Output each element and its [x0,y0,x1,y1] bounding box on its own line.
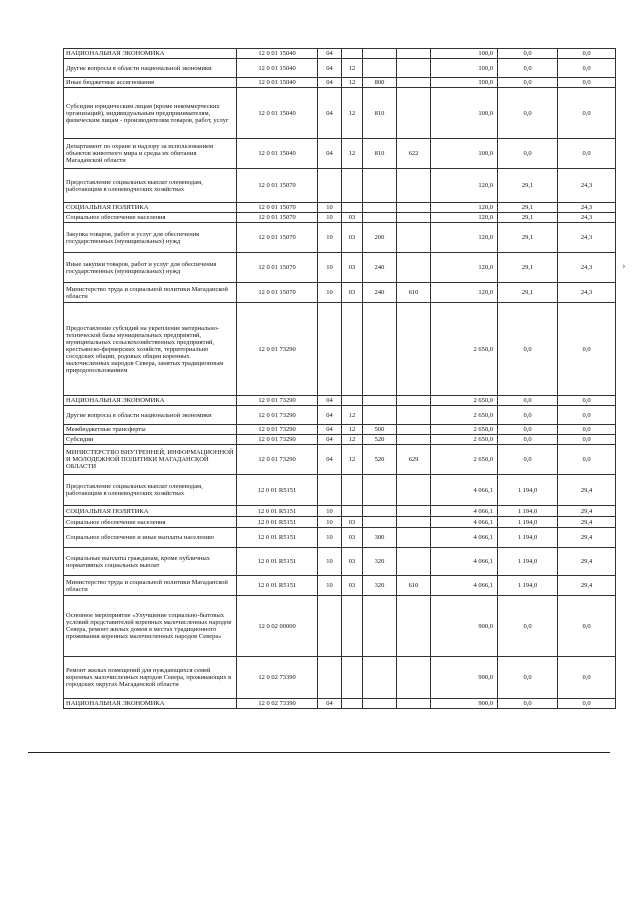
amount-executed-cell: 0,0 [498,139,558,169]
amount-planned-cell: 100,0 [431,139,498,169]
expense-type-code-cell: 810 [363,88,397,139]
amount-planned-cell: 4 066,1 [431,475,498,506]
department-code-cell [397,475,431,506]
department-code-cell [397,49,431,59]
row-name-cell: Иные закупки товаров, работ и услуг для обеспечения государственных (муниципальных) нужд [64,253,237,283]
amount-executed-cell: 0,0 [498,303,558,396]
budget-table [63,48,616,709]
table-row [64,517,616,528]
department-code-cell: 610 [397,283,431,303]
row-name-cell: Основное мероприятие «Улучшение социально-бытовых условий представителей коренных малочисленных народов Севера, ремонт жилых домов в местах традиционного проживания коренных малочисленных народов Севера» [64,596,237,657]
expense-type-code-cell [363,49,397,59]
expense-type-code-cell [363,475,397,506]
amount-executed-cell: 29,1 [498,223,558,253]
table-row [64,528,616,548]
row-name-cell: Предоставление субсидий на укрепление материально-технической базы муниципальных предприятий, муниципальных сельскохозяйственных предприятий, крестьянско-фермерских хозяйств, территориально соседских общин, родовых общин коренных малочисленных народов Севера, занятых традиционным природопользованием [64,303,237,396]
section-code-cell: 10 [318,517,342,528]
subsection-code-cell: 03 [342,517,363,528]
amount-planned-cell: 100,0 [431,49,498,59]
percent-executed-cell: 24,3 [558,169,616,203]
amount-planned-cell: 100,0 [431,88,498,139]
section-code-cell: 10 [318,576,342,596]
section-code-cell: 04 [318,78,342,88]
section-code-cell: 10 [318,283,342,303]
expense-type-code-cell [363,517,397,528]
percent-executed-cell: 29,4 [558,506,616,517]
percent-executed-cell: 0,0 [558,445,616,475]
section-code-cell: 04 [318,88,342,139]
subsection-code-cell: 12 [342,406,363,425]
amount-planned-cell: 100,0 [431,59,498,78]
amount-planned-cell: 900,0 [431,657,498,699]
row-name-cell: Другие вопросы в области национальной экономики [64,406,237,425]
section-code-cell [318,596,342,657]
table-row [64,139,616,169]
expense-type-code-cell [363,303,397,396]
expense-type-code-cell [363,657,397,699]
table-row [64,213,616,223]
subsection-code-cell [342,49,363,59]
percent-executed-cell: 0,0 [558,425,616,435]
percent-executed-cell: 0,0 [558,657,616,699]
row-name-cell: Закупка товаров, работ и услуг для обеспечения государственных (муниципальных) нужд [64,223,237,253]
percent-executed-cell: 0,0 [558,396,616,406]
percent-executed-cell: 29,4 [558,548,616,576]
expense-type-code-cell: 320 [363,576,397,596]
section-code-cell: 04 [318,49,342,59]
subsection-code-cell: 12 [342,59,363,78]
percent-executed-cell: 24,3 [558,223,616,253]
target-code-cell: 12 0 01 R5151 [237,528,318,548]
expense-type-code-cell: 300 [363,528,397,548]
expense-type-code-cell: 320 [363,548,397,576]
department-code-cell: 610 [397,576,431,596]
expense-type-code-cell [363,169,397,203]
subsection-code-cell: 03 [342,223,363,253]
expense-type-code-cell: 520 [363,435,397,445]
section-code-cell [318,169,342,203]
amount-executed-cell: 0,0 [498,78,558,88]
subsection-code-cell: 03 [342,548,363,576]
amount-executed-cell: 0,0 [498,406,558,425]
subsection-code-cell: 12 [342,139,363,169]
expense-type-code-cell: 240 [363,283,397,303]
amount-planned-cell: 2 650,0 [431,435,498,445]
section-code-cell: 04 [318,396,342,406]
section-code-cell: 04 [318,425,342,435]
percent-executed-cell: 0,0 [558,406,616,425]
expense-type-code-cell [363,203,397,213]
expense-type-code-cell: 520 [363,445,397,475]
row-name-cell: Предоставление социальных выплат оленеводам, работающим в оленеводческих хозяйствах [64,169,237,203]
section-code-cell: 10 [318,506,342,517]
target-code-cell: 12 0 01 15040 [237,49,318,59]
table-row [64,59,616,78]
amount-executed-cell: 29,1 [498,283,558,303]
subsection-code-cell [342,506,363,517]
section-code-cell: 04 [318,435,342,445]
department-code-cell [397,517,431,528]
target-code-cell: 12 0 01 R5151 [237,506,318,517]
department-code-cell [397,223,431,253]
scan-edge-mark: › [622,262,626,272]
target-code-cell: 12 0 01 73290 [237,445,318,475]
target-code-cell: 12 0 01 15070 [237,283,318,303]
target-code-cell: 12 0 01 73290 [237,303,318,396]
percent-executed-cell: 29,4 [558,576,616,596]
department-code-cell [397,657,431,699]
percent-executed-cell: 0,0 [558,699,616,709]
target-code-cell: 12 0 01 15070 [237,253,318,283]
amount-planned-cell: 4 066,1 [431,506,498,517]
percent-executed-cell: 0,0 [558,49,616,59]
percent-executed-cell: 0,0 [558,596,616,657]
target-code-cell: 12 0 01 15040 [237,59,318,78]
expense-type-code-cell [363,699,397,709]
amount-planned-cell: 120,0 [431,213,498,223]
target-code-cell: 12 0 01 15040 [237,78,318,88]
amount-executed-cell: 0,0 [498,596,558,657]
expense-type-code-cell [363,59,397,78]
target-code-cell: 12 0 01 15070 [237,203,318,213]
department-code-cell [397,213,431,223]
expense-type-code-cell: 240 [363,253,397,283]
department-code-cell [397,435,431,445]
section-code-cell: 10 [318,528,342,548]
target-code-cell: 12 0 01 15040 [237,139,318,169]
amount-executed-cell: 1 194,0 [498,517,558,528]
amount-executed-cell: 29,1 [498,169,558,203]
expense-type-code-cell: 200 [363,223,397,253]
department-code-cell [397,59,431,78]
percent-executed-cell: 0,0 [558,435,616,445]
department-code-cell [397,596,431,657]
subsection-code-cell [342,699,363,709]
department-code-cell [397,506,431,517]
target-code-cell: 12 0 01 73290 [237,435,318,445]
section-code-cell: 04 [318,139,342,169]
department-code-cell [397,169,431,203]
subsection-code-cell: 12 [342,435,363,445]
amount-planned-cell: 900,0 [431,699,498,709]
percent-executed-cell: 24,3 [558,283,616,303]
percent-executed-cell: 0,0 [558,59,616,78]
amount-planned-cell: 4 066,1 [431,576,498,596]
table-row [64,253,616,283]
amount-executed-cell: 0,0 [498,435,558,445]
subsection-code-cell: 12 [342,445,363,475]
row-name-cell: Министерство труда и социальной политики Магаданской области [64,576,237,596]
percent-executed-cell: 0,0 [558,88,616,139]
section-code-cell: 04 [318,59,342,78]
row-name-cell: Министерство труда и социальной политики Магаданской области [64,283,237,303]
amount-executed-cell: 0,0 [498,88,558,139]
target-code-cell: 12 0 02 73390 [237,699,318,709]
target-code-cell: 12 0 02 73390 [237,657,318,699]
amount-executed-cell: 29,1 [498,203,558,213]
amount-planned-cell: 100,0 [431,78,498,88]
table-row [64,425,616,435]
row-name-cell: Субсидии [64,435,237,445]
amount-planned-cell: 120,0 [431,203,498,213]
row-name-cell: НАЦИОНАЛЬНАЯ ЭКОНОМИКА [64,49,237,59]
department-code-cell [397,303,431,396]
table-row [64,203,616,213]
subsection-code-cell: 03 [342,576,363,596]
department-code-cell: 622 [397,139,431,169]
department-code-cell [397,699,431,709]
amount-executed-cell: 0,0 [498,445,558,475]
percent-executed-cell: 24,3 [558,253,616,283]
table-row [64,596,616,657]
section-code-cell [318,303,342,396]
subsection-code-cell [342,303,363,396]
table-row [64,396,616,406]
percent-executed-cell: 29,4 [558,528,616,548]
section-code-cell: 10 [318,223,342,253]
row-name-cell: НАЦИОНАЛЬНАЯ ЭКОНОМИКА [64,699,237,709]
table-row [64,435,616,445]
amount-planned-cell: 2 650,0 [431,425,498,435]
table-row [64,576,616,596]
amount-executed-cell: 0,0 [498,396,558,406]
amount-planned-cell: 900,0 [431,596,498,657]
amount-executed-cell: 1 194,0 [498,506,558,517]
amount-executed-cell: 0,0 [498,49,558,59]
row-name-cell: Социальное обеспечение населения [64,517,237,528]
percent-executed-cell: 29,4 [558,517,616,528]
expense-type-code-cell: 500 [363,425,397,435]
table-row [64,548,616,576]
target-code-cell: 12 0 01 R5151 [237,475,318,506]
table-row [64,657,616,699]
row-name-cell: Социальное обеспечение населения [64,213,237,223]
amount-executed-cell: 29,1 [498,213,558,223]
department-code-cell: 629 [397,445,431,475]
row-name-cell: Департамент по охране и надзору за использованием объектов животного мира и среды их обитания Магаданской области [64,139,237,169]
target-code-cell: 12 0 01 15070 [237,213,318,223]
amount-executed-cell: 1 194,0 [498,548,558,576]
subsection-code-cell: 03 [342,253,363,283]
amount-planned-cell: 120,0 [431,223,498,253]
amount-planned-cell: 4 066,1 [431,548,498,576]
amount-executed-cell: 1 194,0 [498,475,558,506]
table-row [64,406,616,425]
subsection-code-cell: 12 [342,78,363,88]
amount-executed-cell: 0,0 [498,657,558,699]
expense-type-code-cell [363,596,397,657]
amount-executed-cell: 1 194,0 [498,576,558,596]
subsection-code-cell: 12 [342,88,363,139]
amount-planned-cell: 120,0 [431,169,498,203]
target-code-cell: 12 0 02 00000 [237,596,318,657]
department-code-cell [397,78,431,88]
section-code-cell [318,475,342,506]
expense-type-code-cell [363,506,397,517]
amount-planned-cell: 2 650,0 [431,303,498,396]
subsection-code-cell [342,203,363,213]
percent-executed-cell: 0,0 [558,303,616,396]
target-code-cell: 12 0 01 15040 [237,88,318,139]
target-code-cell: 12 0 01 R5151 [237,548,318,576]
table-row [64,506,616,517]
amount-planned-cell: 120,0 [431,283,498,303]
page-bottom-rule [28,752,610,753]
amount-planned-cell: 4 066,1 [431,517,498,528]
section-code-cell: 04 [318,406,342,425]
subsection-code-cell [342,596,363,657]
table-row [64,445,616,475]
amount-executed-cell: 1 194,0 [498,528,558,548]
expense-type-code-cell [363,213,397,223]
subsection-code-cell: 03 [342,528,363,548]
table-body [64,49,616,709]
expense-type-code-cell [363,406,397,425]
target-code-cell: 12 0 01 R5151 [237,517,318,528]
table-row [64,303,616,396]
row-name-cell: СОЦИАЛЬНАЯ ПОЛИТИКА [64,203,237,213]
expense-type-code-cell: 800 [363,78,397,88]
department-code-cell [397,396,431,406]
target-code-cell: 12 0 01 73290 [237,396,318,406]
row-name-cell: СОЦИАЛЬНАЯ ПОЛИТИКА [64,506,237,517]
subsection-code-cell: 03 [342,283,363,303]
target-code-cell: 12 0 01 15070 [237,223,318,253]
percent-executed-cell: 29,4 [558,475,616,506]
section-code-cell: 04 [318,699,342,709]
subsection-code-cell: 03 [342,213,363,223]
subsection-code-cell: 12 [342,425,363,435]
department-code-cell [397,88,431,139]
row-name-cell: МИНИСТЕРСТВО ВНУТРЕННЕЙ, ИНФОРМАЦИОННОЙ И МОЛОДЕЖНОЙ ПОЛИТИКИ МАГАДАНСКОЙ ОБЛАСТИ [64,445,237,475]
row-name-cell: Другие вопросы в области национальной экономики [64,59,237,78]
target-code-cell: 12 0 01 73290 [237,425,318,435]
table-row [64,283,616,303]
table-row [64,169,616,203]
department-code-cell [397,548,431,576]
expense-type-code-cell [363,396,397,406]
amount-planned-cell: 2 650,0 [431,406,498,425]
amount-planned-cell: 2 650,0 [431,396,498,406]
amount-planned-cell: 4 066,1 [431,528,498,548]
section-code-cell: 10 [318,548,342,576]
department-code-cell [397,253,431,283]
table-row [64,88,616,139]
table-row [64,699,616,709]
row-name-cell: Предоставление социальных выплат оленеводам, работающим в оленеводческих хозяйствах [64,475,237,506]
section-code-cell: 04 [318,445,342,475]
amount-executed-cell: 0,0 [498,425,558,435]
row-name-cell: Субсидии юридическим лицам (кроме некоммерческих организаций), индивидуальным предпринимателям, физическим лицам - производителям товаров, работ, услуг [64,88,237,139]
section-code-cell [318,657,342,699]
percent-executed-cell: 0,0 [558,78,616,88]
row-name-cell: НАЦИОНАЛЬНАЯ ЭКОНОМИКА [64,396,237,406]
amount-planned-cell: 120,0 [431,253,498,283]
department-code-cell [397,406,431,425]
row-name-cell: Социальные выплаты гражданам, кроме публичных нормативных социальных выплат [64,548,237,576]
subsection-code-cell [342,475,363,506]
row-name-cell: Иные бюджетные ассигнования [64,78,237,88]
row-name-cell: Социальное обеспечение и иные выплаты населению [64,528,237,548]
table-row [64,475,616,506]
percent-executed-cell: 24,3 [558,213,616,223]
percent-executed-cell: 0,0 [558,139,616,169]
amount-executed-cell: 0,0 [498,699,558,709]
amount-planned-cell: 2 650,0 [431,445,498,475]
department-code-cell [397,528,431,548]
department-code-cell [397,425,431,435]
amount-executed-cell: 29,1 [498,253,558,283]
percent-executed-cell: 24,3 [558,203,616,213]
subsection-code-cell [342,657,363,699]
table-row [64,49,616,59]
target-code-cell: 12 0 01 15070 [237,169,318,203]
subsection-code-cell [342,169,363,203]
section-code-cell: 10 [318,213,342,223]
department-code-cell [397,203,431,213]
target-code-cell: 12 0 01 73290 [237,406,318,425]
subsection-code-cell [342,396,363,406]
table-row [64,78,616,88]
expense-type-code-cell: 810 [363,139,397,169]
section-code-cell: 10 [318,203,342,213]
row-name-cell: Межбюджетные трансферты [64,425,237,435]
section-code-cell: 10 [318,253,342,283]
row-name-cell: Ремонт жилых помещений для нуждающихся семей коренных малочисленных народов Севера, проживающих в городских округах Магаданской области [64,657,237,699]
target-code-cell: 12 0 01 R5151 [237,576,318,596]
amount-executed-cell: 0,0 [498,59,558,78]
table-row [64,223,616,253]
